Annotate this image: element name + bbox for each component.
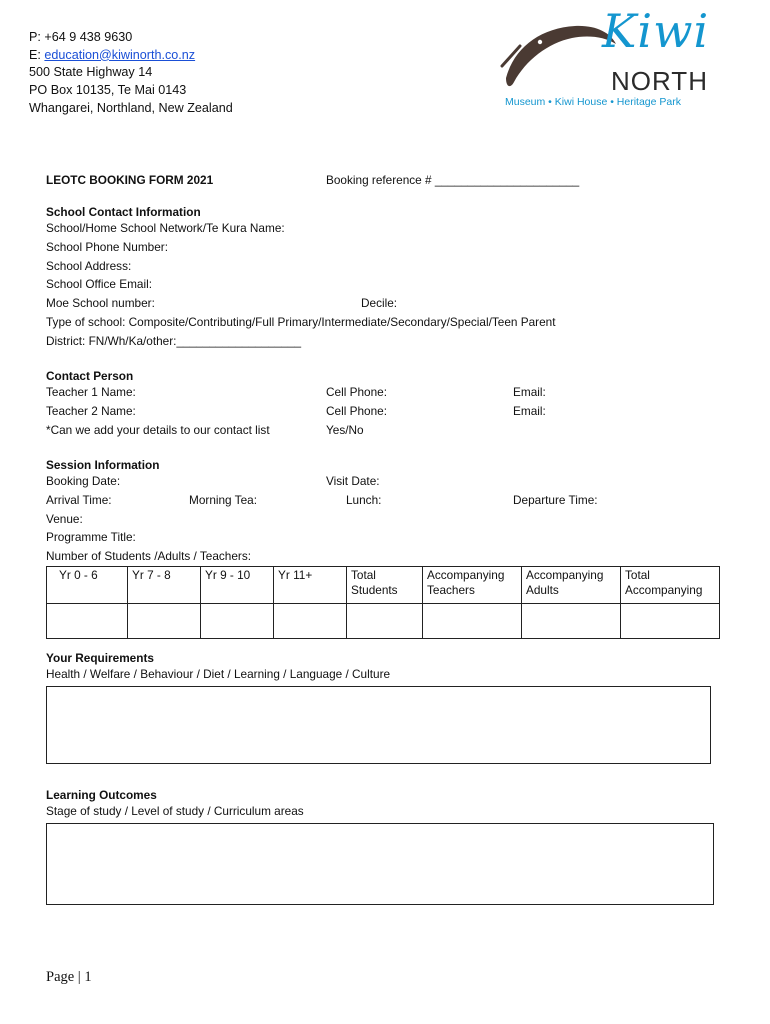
table-input-cell[interactable] — [47, 604, 128, 639]
district-field[interactable]: District: FN/Wh/Ka/other:___________________ — [46, 334, 302, 348]
contact-address-2: PO Box 10135, Te Mai 0143 — [29, 83, 187, 98]
requirements-text-box[interactable] — [46, 686, 711, 764]
requirements-heading: Your Requirements — [46, 651, 154, 665]
teacher-1-name-field[interactable]: Teacher 1 Name: — [46, 385, 136, 399]
decile-field[interactable]: Decile: — [361, 296, 398, 310]
booking-reference-field[interactable]: Booking reference # ______________________ — [326, 173, 580, 187]
contact-address-3: Whangarei, Northland, New Zealand — [29, 100, 233, 115]
student-numbers-table — [46, 566, 720, 639]
contact-address-1: 500 State Highway 14 — [29, 65, 153, 80]
table-input-cell[interactable] — [201, 604, 274, 639]
contact-list-question: *Can we add your details to our contact list — [46, 423, 270, 437]
table-input-cell[interactable] — [423, 604, 522, 639]
moe-number-field[interactable]: Moe School number: — [46, 296, 155, 310]
school-name-field[interactable]: School/Home School Network/Te Kura Name: — [46, 221, 285, 235]
morning-tea-field[interactable]: Morning Tea: — [189, 493, 257, 507]
session-heading: Session Information — [46, 458, 160, 472]
table-input-cell[interactable] — [522, 604, 621, 639]
learning-outcomes-text-box[interactable] — [46, 823, 714, 905]
venue-field[interactable]: Venue: — [46, 512, 83, 526]
student-numbers-label: Number of Students /Adults / Teachers: — [46, 549, 252, 563]
table-header-cell: Yr 11+ — [274, 567, 347, 604]
table-header-row — [47, 567, 720, 604]
logo-tagline: Museum • Kiwi House • Heritage Park — [505, 96, 681, 108]
contact-list-yes-no[interactable]: Yes/No — [326, 423, 364, 437]
table-header-cell: Total Students — [347, 567, 423, 604]
logo-north-text: NORTH — [611, 66, 708, 96]
school-section-heading: School Contact Information — [46, 205, 201, 219]
table-row — [47, 604, 720, 639]
table-header-cell: Yr 7 - 8 — [128, 567, 201, 604]
logo-kiwi-text: Kiwi — [602, 4, 710, 58]
table-header-cell: Total Accompanying — [621, 567, 720, 604]
lunch-field[interactable]: Lunch: — [346, 493, 382, 507]
table-header-cell: Accompanying Teachers — [423, 567, 522, 604]
contact-email-line — [29, 47, 233, 65]
table-input-cell[interactable] — [347, 604, 423, 639]
school-phone-field[interactable]: School Phone Number: — [46, 240, 168, 254]
school-office-email-field[interactable]: School Office Email: — [46, 277, 152, 291]
form-title: LEOTC BOOKING FORM 2021 — [46, 173, 214, 187]
learning-outcomes-heading: Learning Outcomes — [46, 788, 157, 802]
arrival-time-field[interactable]: Arrival Time: — [46, 493, 112, 507]
booking-date-field[interactable]: Booking Date: — [46, 474, 121, 488]
table-input-cell[interactable] — [128, 604, 201, 639]
contact-person-heading: Contact Person — [46, 369, 134, 383]
teacher-1-cell-field[interactable]: Cell Phone: — [326, 385, 387, 399]
learning-outcomes-subheading: Stage of study / Level of study / Curriculum areas — [46, 804, 304, 818]
departure-time-field[interactable]: Departure Time: — [513, 493, 598, 507]
visit-date-field[interactable]: Visit Date: — [326, 474, 380, 488]
table-header-cell: Yr 9 - 10 — [201, 567, 274, 604]
school-address-field[interactable]: School Address: — [46, 259, 132, 273]
email-prefix: E: — [29, 47, 45, 62]
table-header-cell: Yr 0 - 6 — [47, 567, 128, 604]
table-input-cell[interactable] — [274, 604, 347, 639]
contact-email-link[interactable]: education@kiwinorth.co.nz — [44, 47, 196, 62]
contact-block — [29, 29, 233, 118]
requirements-subheading: Health / Welfare / Behaviour / Diet / Learning / Language / Culture — [46, 667, 391, 681]
teacher-2-email-field[interactable]: Email: — [513, 404, 546, 418]
table-header-cell: Accompanying Adults — [522, 567, 621, 604]
teacher-2-name-field[interactable]: Teacher 2 Name: — [46, 404, 136, 418]
teacher-1-email-field[interactable]: Email: — [513, 385, 546, 399]
programme-title-field[interactable]: Programme Title: — [46, 530, 136, 544]
page-number: Page | 1 — [46, 969, 92, 985]
teacher-2-cell-field[interactable]: Cell Phone: — [326, 404, 387, 418]
contact-phone: P: +64 9 438 9630 — [29, 30, 133, 44]
school-type-field[interactable]: Type of school: Composite/Contributing/Full Primary/Intermediate/Secondary/Special/Teen Parent — [46, 315, 556, 329]
table-input-cell[interactable] — [621, 604, 720, 639]
